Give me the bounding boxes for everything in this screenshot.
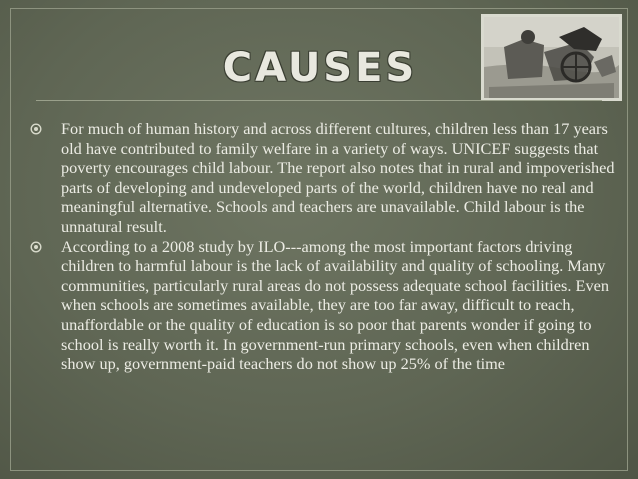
bullet-item bbox=[30, 237, 615, 374]
child-labour-photo bbox=[484, 17, 619, 98]
bullet-list bbox=[30, 119, 615, 374]
circled-dot-icon bbox=[30, 241, 42, 253]
slide-title: CAUSES bbox=[222, 45, 418, 91]
bullet-text: For much of human history and across different cultures, children less than 17 years old have contributed to family welfare in a variety of ways. UNICEF suggests that poverty encourages child labour. The report also notes that in rural and impoverished parts of developing and undeveloped parts of the world, children have no real and meaningful alternative. Schools and teachers are unavailable. Child labour is the unnatural result. bbox=[61, 119, 615, 236]
bullet-item bbox=[30, 119, 615, 237]
header-photo bbox=[481, 14, 622, 101]
title-divider bbox=[36, 100, 602, 101]
bullet-text: According to a 2008 study by ILO---among the most important factors driving children to harmful labour is the lack of availability and quality of schooling. Many communities, particularly rural areas do not possess adequate school facilities. Even when schools are sometimes available, they are too far away, difficult to reach, unaffordable or the quality of education is so poor that parents wonder if going to school is really worth it. In government-run primary schools, even when children show up, government-paid teachers do not show up 25% of the time bbox=[61, 236, 609, 374]
circled-dot-icon bbox=[30, 123, 42, 135]
